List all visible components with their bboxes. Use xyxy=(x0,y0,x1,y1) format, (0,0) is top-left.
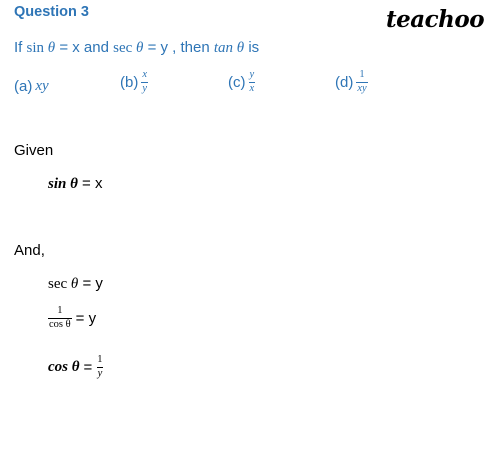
equation-reciprocal-denominator: cos θ xyxy=(49,318,71,330)
equation-sec-theta: θ xyxy=(70,276,79,292)
equation-cos-equals: = xyxy=(83,358,93,376)
equation-cos-fraction xyxy=(96,355,103,379)
equation-cos-denominator: y xyxy=(97,367,103,379)
question-theta: θ xyxy=(47,40,56,56)
question-mid1: = x and xyxy=(55,39,114,56)
and-label: And, xyxy=(14,242,45,259)
equation-reciprocal-rhs: = y xyxy=(75,309,97,327)
option-b-numerator: x xyxy=(142,69,148,80)
question-tan: tan xyxy=(213,40,237,56)
equation-cos-lhs: cos θ xyxy=(48,358,80,375)
option-a-label: (a) xyxy=(14,78,33,95)
option-a[interactable] xyxy=(14,78,49,95)
question-mid2: = y , then xyxy=(143,39,214,56)
question-sec: sec xyxy=(113,40,137,56)
question-theta-3: θ xyxy=(236,40,245,56)
teachoo-logo: teachoo xyxy=(386,6,484,33)
question-prefix: If xyxy=(14,39,27,56)
question-title: Question 3 xyxy=(14,4,89,20)
equation-reciprocal-numerator: 1 xyxy=(57,305,63,316)
option-b[interactable] xyxy=(120,70,148,94)
option-b-label: (b) xyxy=(120,73,139,91)
question-suffix: is xyxy=(244,39,260,56)
option-c-numerator: y xyxy=(249,69,255,80)
option-d-fraction xyxy=(356,70,367,94)
equation-sin-rhs: = x xyxy=(77,175,103,192)
option-d-label: (d) xyxy=(335,73,354,91)
equation-reciprocal-cos xyxy=(48,306,96,330)
equation-cos-numerator: 1 xyxy=(97,354,103,365)
option-c-label: (c) xyxy=(228,73,246,91)
equation-sin-lhs: sin θ xyxy=(48,176,78,192)
equation-sin xyxy=(48,175,103,193)
option-d-denominator: xy xyxy=(357,82,367,94)
equation-sec-rhs: = y xyxy=(78,275,103,292)
option-c-denominator: x xyxy=(249,82,255,94)
equation-sec-fn: sec xyxy=(48,276,71,292)
equation-cos xyxy=(48,355,104,379)
question-sin: sin xyxy=(26,40,48,56)
question-text xyxy=(14,39,259,57)
option-d-numerator: 1 xyxy=(359,69,365,80)
question-theta-2: θ xyxy=(136,40,144,56)
option-c[interactable] xyxy=(228,70,255,94)
option-c-fraction xyxy=(249,70,256,94)
given-label: Given xyxy=(14,142,54,159)
option-a-value: xy xyxy=(35,78,49,94)
equation-reciprocal-fraction xyxy=(48,306,72,330)
equation-sec xyxy=(48,275,103,293)
option-b-fraction xyxy=(141,70,148,94)
option-b-denominator: y xyxy=(142,82,148,94)
option-d[interactable] xyxy=(335,70,368,94)
